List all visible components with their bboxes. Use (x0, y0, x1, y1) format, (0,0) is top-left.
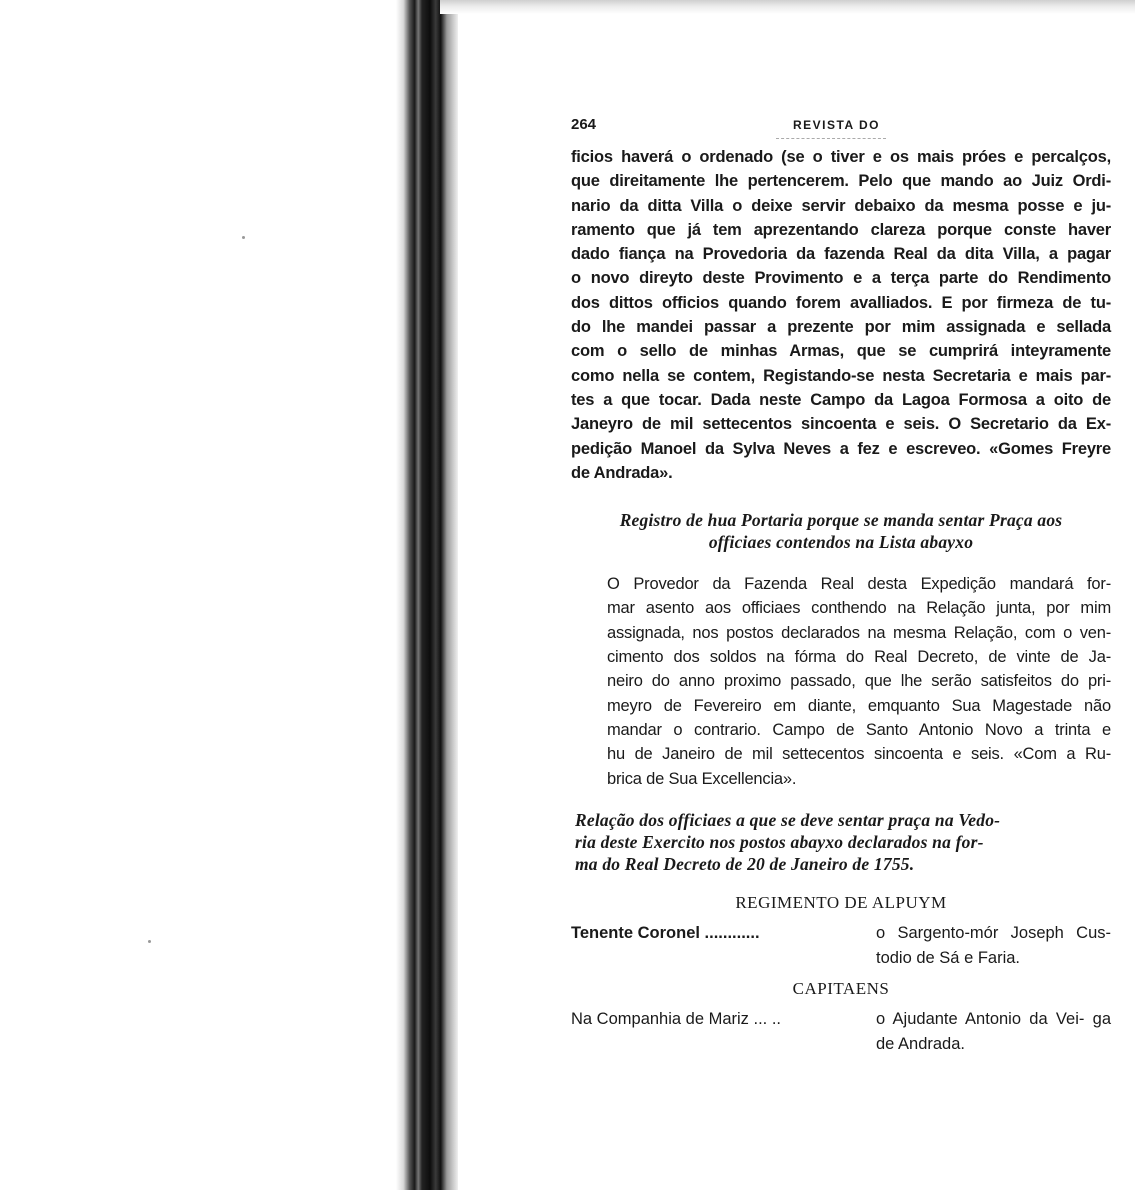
left-page (0, 0, 440, 1190)
text-line: ramento que já tem aprezentando clareza porque conste haver (571, 220, 1111, 239)
text-line: tes a que tocar. Dada neste Campo da Lagoa Formosa a oito de (571, 390, 1111, 409)
text-line: mar asento aos officiaes conthendo na Relação junta, por mim (607, 599, 1111, 618)
page-top-shadow (440, 0, 1135, 14)
text-line: hu de Janeiro de mil settecentos sincoenta e seis. «Com a Ru- (607, 745, 1111, 764)
running-head-title: REVISTA DO (793, 118, 881, 132)
text-line: Janeyro de mil settecentos sincoenta e seis. O Secretario da Ex- (571, 415, 1111, 434)
text-line: como nella se contem, Registando-se nesta Secretaria e mais par- (571, 366, 1111, 385)
text-line: do lhe mandei passar a prezente por mim assignada e sellada (571, 318, 1111, 337)
entry-rank: Na Companhia de Mariz ... .. (571, 1009, 782, 1028)
paragraph-portaria (571, 572, 1111, 791)
heading-registro-portaria (571, 509, 1111, 553)
text-line: ficios haverá o ordenado (se o tiver e os mais próes e percalços, (571, 148, 1111, 166)
entry-name: o Sargento-mór Joseph Cus- todio de Sá e Faria. (876, 923, 1111, 967)
text-line: brica de Sua Excellencia». (607, 769, 797, 788)
text-line: que direitamente lhe pertencerem. Pelo que mando ao Juiz Ordi- (571, 172, 1111, 191)
running-head-rule (776, 138, 886, 139)
roster-entry (571, 1007, 1111, 1057)
text-line: assignada, nos postos declarados na mesma Relação, com o ven- (607, 623, 1111, 642)
text-line: pedição Manoel da Sylva Neves a fez e escreveo. «Gomes Freyre (571, 439, 1111, 458)
section-title-regimento: REGIMENTO DE ALPUYM (735, 892, 947, 912)
text-line: dos dittos officios quando forem avalliados. E por firmeza de tu- (571, 293, 1111, 312)
entry-name: o Ajudante Antonio da Vei- ga de Andrada. (876, 1009, 1111, 1053)
text-line: officiaes contendos na Lista abayxo (708, 532, 974, 553)
section-title-capitaens: CAPITAENS (792, 978, 890, 998)
text-line: mandar o contrario. Campo de Santo Antonio Novo a trinta e (607, 720, 1111, 739)
text-line: nario da ditta Villa o deixe servir debaixo da mesma posse e ju- (571, 196, 1111, 215)
text-line: de Andrada». (571, 463, 673, 482)
text-line: O Provedor da Fazenda Real desta Expedição mandará for- (607, 575, 1111, 594)
paragraph-provimento (571, 145, 1111, 485)
right-page (571, 108, 1111, 1057)
roster-entry (571, 921, 1111, 971)
book-spine (396, 0, 458, 1190)
text-line: dado fiança na Provedoria da fazenda Real da dita Villa, a pagar (571, 245, 1111, 264)
text-line: o novo direyto deste Provimento e a terça parte do Rendimento (571, 269, 1111, 288)
entry-rank: Tenente Coronel ............ (571, 923, 760, 942)
running-head (571, 108, 1111, 138)
text-line: neiro do anno proximo passado, que lhe serão satisfeitos do pri- (607, 672, 1111, 691)
text-line: ria deste Exercito nos postos abayxo declarados na for- (575, 831, 984, 852)
text-line: Relação dos officiaes a que se deve sentar praça na Vedo- (575, 809, 1001, 830)
text-line: com o sello de minhas Armas, que se cumprirá inteyramente (571, 342, 1111, 361)
scan-speck (148, 940, 151, 943)
page-number: 264 (571, 116, 597, 133)
heading-relacao-officiaes (571, 809, 1111, 875)
scan-speck (242, 236, 245, 239)
text-line: ma do Real Decreto de 20 de Janeiro de 1755. (575, 853, 915, 874)
text-line: meyro de Fevereiro em diante, emquanto Sua Magestade não (607, 696, 1111, 715)
text-line: cimento dos soldos na fórma do Real Decreto, de vinte de Ja- (607, 648, 1111, 667)
text-line: Registro de hua Portaria porque se manda sentar Praça aos (619, 510, 1063, 531)
